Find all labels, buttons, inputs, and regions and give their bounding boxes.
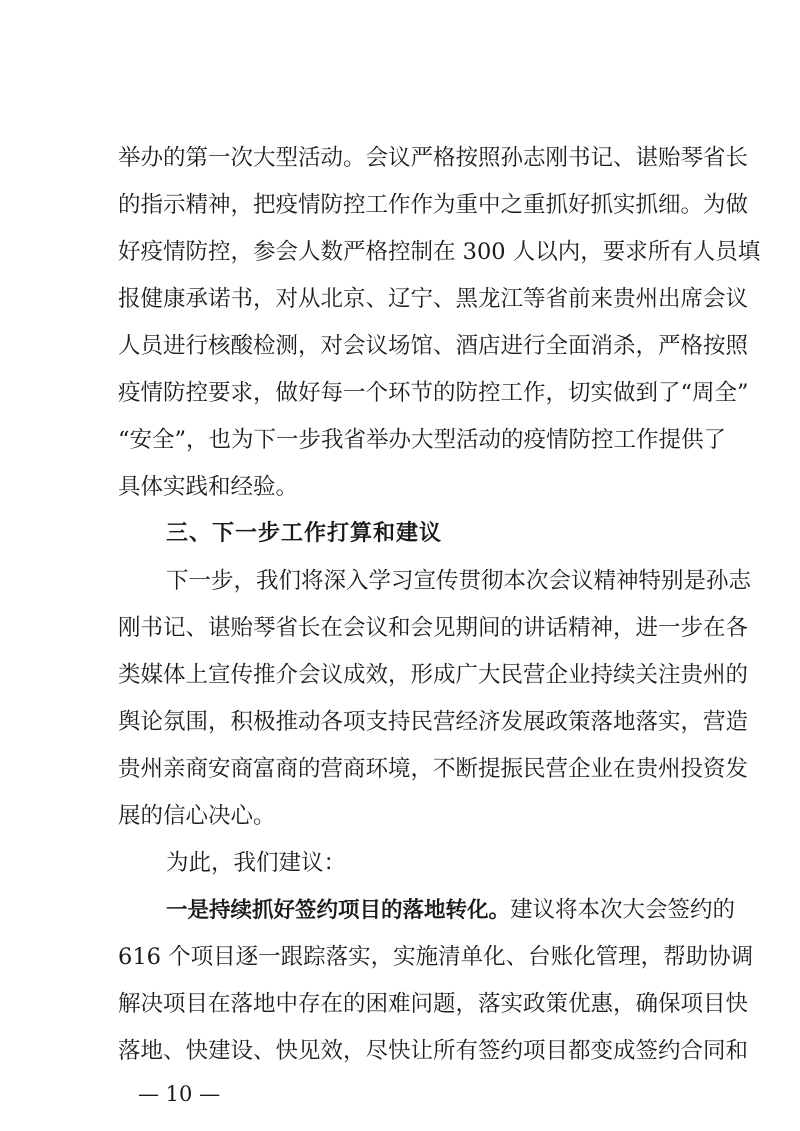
paragraph-line: 的指示精神，把疫情防控工作作为重中之重抓好抓实抓细。为做: [118, 192, 749, 218]
paragraph-line: 舆论氛围，积极推动各项支持民营经济发展政策落地落实，营造: [118, 709, 749, 735]
paragraph-line: 人员进行核酸检测，对会议场馆、酒店进行全面消杀，严格按照: [118, 333, 749, 359]
paragraph-line: 贵州亲商安商富商的营商环境，不断提振民营企业在贵州投资发: [118, 756, 749, 782]
paragraph-line: 类媒体上宣传推介会议成效，形成广大民营企业持续关注贵州的: [118, 662, 749, 688]
paragraph-line: 展的信心决心。: [118, 803, 276, 829]
paragraph-line: “安全”，也为下一步我省举办大型活动的疫情防控工作提供了: [118, 427, 727, 453]
paragraph-line: 疫情防控要求，做好每一个环节的防控工作，切实做到了“周全”: [118, 380, 749, 406]
paragraph-line: 解决项目在落地中存在的困难问题，落实政策优惠，确保项目快: [118, 991, 749, 1017]
paragraph-line: 落地、快建设、快见效，尽快让所有签约项目都变成签约合同和: [118, 1038, 749, 1064]
paragraph-line: 刚书记、谌贻琴省长在会议和会见期间的讲话精神，进一步在各: [118, 615, 749, 641]
paragraph-line: 下一步，我们将深入学习宣传贯彻本次会议精神特别是孙志: [166, 568, 752, 594]
paragraph-line: 举办的第一次大型活动。会议严格按照孙志刚书记、谌贻琴省长: [118, 145, 749, 171]
paragraph-line-rest: 建议将本次大会签约的: [510, 897, 736, 923]
paragraph-line: 616 个项目逐一跟踪落实，实施清单化、台账化管理，帮助协调: [118, 944, 754, 970]
paragraph-line: 为此，我们建议：: [166, 850, 347, 876]
paragraph-line: 报健康承诺书，对从北京、辽宁、黑龙江等省前来贵州出席会议: [118, 286, 749, 312]
paragraph-line: [166, 894, 736, 926]
paragraph-line: 好疫情防控，参会人数严格控制在 300 人以内，要求所有人员填: [118, 239, 761, 265]
bold-lead: 一是持续抓好签约项目的落地转化。: [166, 898, 511, 923]
page-number: — 10 —: [138, 1082, 221, 1106]
section-heading: 三、下一步工作打算和建议: [166, 521, 443, 546]
paragraph-line: 具体实践和经验。: [118, 474, 299, 500]
